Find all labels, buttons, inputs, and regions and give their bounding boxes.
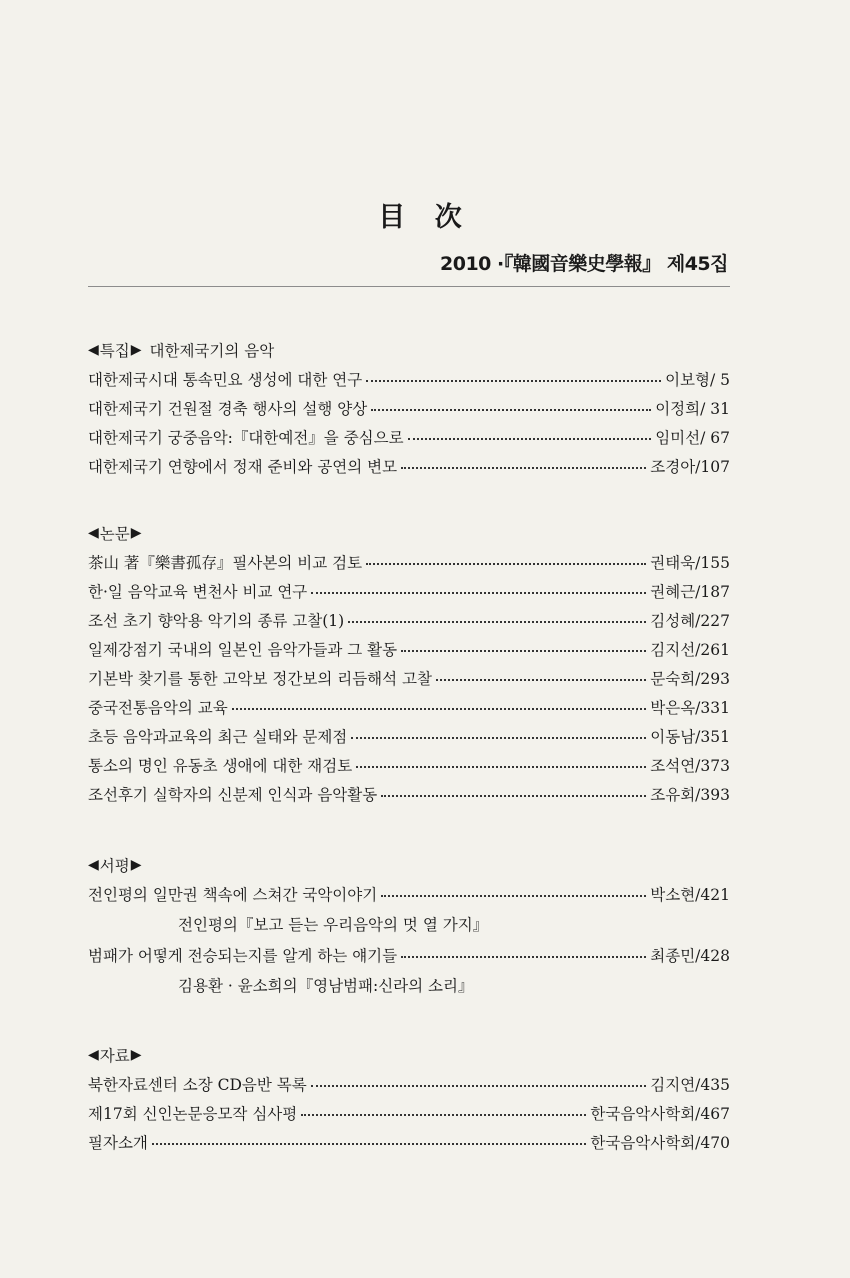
- toc-entry[interactable]: [88, 605, 730, 634]
- toc-entry[interactable]: [88, 364, 730, 393]
- toc-entry[interactable]: [88, 940, 730, 969]
- entry-title: 전인평의 일만권 책속에 스쳐간 국악이야기: [88, 885, 378, 904]
- section-name: 특집: [99, 341, 130, 360]
- entry-title: 필자소개: [88, 1133, 148, 1152]
- left-triangle-icon: ◀: [88, 1046, 99, 1063]
- entry-author-page: 조석연/373: [650, 756, 730, 775]
- entry-title: 대한제국기 연향에서 정재 준비와 공연의 변모: [88, 457, 398, 476]
- section-name: 논문: [99, 524, 130, 543]
- section-title: 대한제국기의 음악: [149, 341, 275, 360]
- entry-author-page: 박소현/421: [650, 885, 730, 904]
- toc-entry[interactable]: [88, 576, 730, 605]
- entry-title: 초등 음악과교육의 최근 실태와 문제점: [88, 727, 348, 746]
- divider: [88, 286, 730, 287]
- toc-entry[interactable]: [88, 721, 730, 750]
- section-materials: [88, 1040, 730, 1156]
- leader-dots: [356, 766, 646, 768]
- right-triangle-icon: ▶: [130, 341, 142, 358]
- toc-entry[interactable]: [88, 1127, 730, 1156]
- right-triangle-icon: ▶: [130, 856, 142, 873]
- leader-dots: [311, 1085, 647, 1087]
- section-name: 자료: [99, 1046, 130, 1065]
- entry-author-page: 최종민/428: [650, 946, 730, 965]
- entry-title: 일제강점기 국내의 일본인 음악가들과 그 활동: [88, 640, 398, 659]
- entry-author-page: 권혜근/187: [650, 582, 730, 601]
- left-triangle-icon: ◀: [88, 341, 99, 358]
- toc-entry[interactable]: [88, 422, 730, 451]
- page-title: 目 次: [378, 202, 472, 233]
- leader-dots: [381, 795, 646, 797]
- entry-author-page: 한국음악사학회/467: [590, 1104, 730, 1123]
- leader-dots: [152, 1143, 586, 1145]
- entry-author-page: 이동남/351: [650, 727, 730, 746]
- entry-author-page: 김지선/261: [650, 640, 730, 659]
- left-triangle-icon: ◀: [88, 856, 99, 873]
- entry-author-page: 김지연/435: [650, 1075, 730, 1094]
- leader-dots: [401, 650, 646, 652]
- entry-title: 대한제국기 궁중음악:『대한예전』을 중심으로: [88, 428, 404, 447]
- entry-title: 범패가 어떻게 전승되는지를 알게 하는 얘기들: [88, 946, 398, 965]
- journal-issue: 2010 ·『韓國音樂史學報』 제45집: [440, 253, 728, 275]
- section-header: [88, 1040, 730, 1069]
- toc-entry[interactable]: [88, 779, 730, 808]
- entry-author-page: 이보형/ 5: [665, 370, 730, 389]
- section-special: [88, 335, 730, 480]
- toc-entry[interactable]: [88, 451, 730, 480]
- entry-title: 조선 초기 향악용 악기의 종류 고찰(1): [88, 611, 345, 630]
- entry-title: 기본박 찾기를 통한 고악보 정간보의 리듬해석 고찰: [88, 669, 432, 688]
- leader-dots: [408, 438, 652, 440]
- entry-title: 대한제국기 건원절 경축 행사의 설행 양상: [88, 399, 368, 418]
- toc-entry[interactable]: [88, 879, 730, 908]
- entry-title: 통소의 명인 유동초 생애에 대한 재검토: [88, 756, 353, 775]
- entry-title: 조선후기 실학자의 신분제 인식과 음악활동: [88, 785, 378, 804]
- section-header: [88, 335, 730, 364]
- toc-entry[interactable]: [88, 1069, 730, 1098]
- toc-entry[interactable]: [88, 547, 730, 576]
- section-header: [88, 850, 730, 879]
- leader-dots: [401, 467, 646, 469]
- entry-author-page: 권태욱/155: [650, 553, 730, 572]
- leader-dots: [311, 592, 646, 594]
- entry-title: 茶山 著『樂書孤存』필사본의 비교 검토: [88, 553, 363, 572]
- leader-dots: [401, 956, 646, 958]
- entry-author-page: 조경아/107: [650, 457, 730, 476]
- left-triangle-icon: ◀: [88, 524, 99, 541]
- right-triangle-icon: ▶: [130, 1046, 142, 1063]
- leader-dots: [371, 409, 651, 411]
- leader-dots: [301, 1114, 586, 1116]
- entry-author-page: 임미선/ 67: [655, 428, 730, 447]
- right-triangle-icon: ▶: [130, 524, 142, 541]
- toc-entry[interactable]: [88, 393, 730, 422]
- entry-author-page: 김성혜/227: [650, 611, 730, 630]
- section-reviews: [88, 850, 730, 1001]
- leader-dots: [436, 679, 646, 681]
- entry-title: 대한제국시대 통속민요 생성에 대한 연구: [88, 370, 363, 389]
- entry-author-page: 이정희/ 31: [655, 399, 730, 418]
- toc-entry[interactable]: [88, 692, 730, 721]
- leader-dots: [351, 737, 646, 739]
- toc-entry[interactable]: [88, 634, 730, 663]
- section-papers: [88, 518, 730, 808]
- section-name: 서평: [99, 856, 130, 875]
- leader-dots: [232, 708, 647, 710]
- toc-entry[interactable]: [88, 663, 730, 692]
- entry-author-page: 조유회/393: [650, 785, 730, 804]
- entry-title: 한·일 음악교육 변천사 비교 연구: [88, 582, 308, 601]
- entry-author-page: 박은옥/331: [650, 698, 730, 717]
- section-header: [88, 518, 730, 547]
- entry-author-page: 한국음악사학회/470: [590, 1133, 730, 1152]
- review-subject: 김용환 · 윤소희의『영남범패:신라의 소리』: [178, 977, 474, 995]
- review-subject: 전인평의『보고 듣는 우리음악의 멋 열 가지』: [178, 916, 489, 934]
- leader-dots: [366, 380, 661, 382]
- entry-author-page: 문숙희/293: [650, 669, 730, 688]
- entry-title: 북한자료센터 소장 CD음반 목록: [88, 1075, 307, 1094]
- entry-title: 중국전통음악의 교육: [88, 698, 228, 717]
- entry-title: 제17회 신인논문응모작 심사평: [88, 1104, 298, 1123]
- leader-dots: [366, 563, 646, 565]
- toc-entry[interactable]: [88, 1098, 730, 1127]
- leader-dots: [348, 621, 646, 623]
- toc-entry[interactable]: [88, 750, 730, 779]
- leader-dots: [381, 895, 646, 897]
